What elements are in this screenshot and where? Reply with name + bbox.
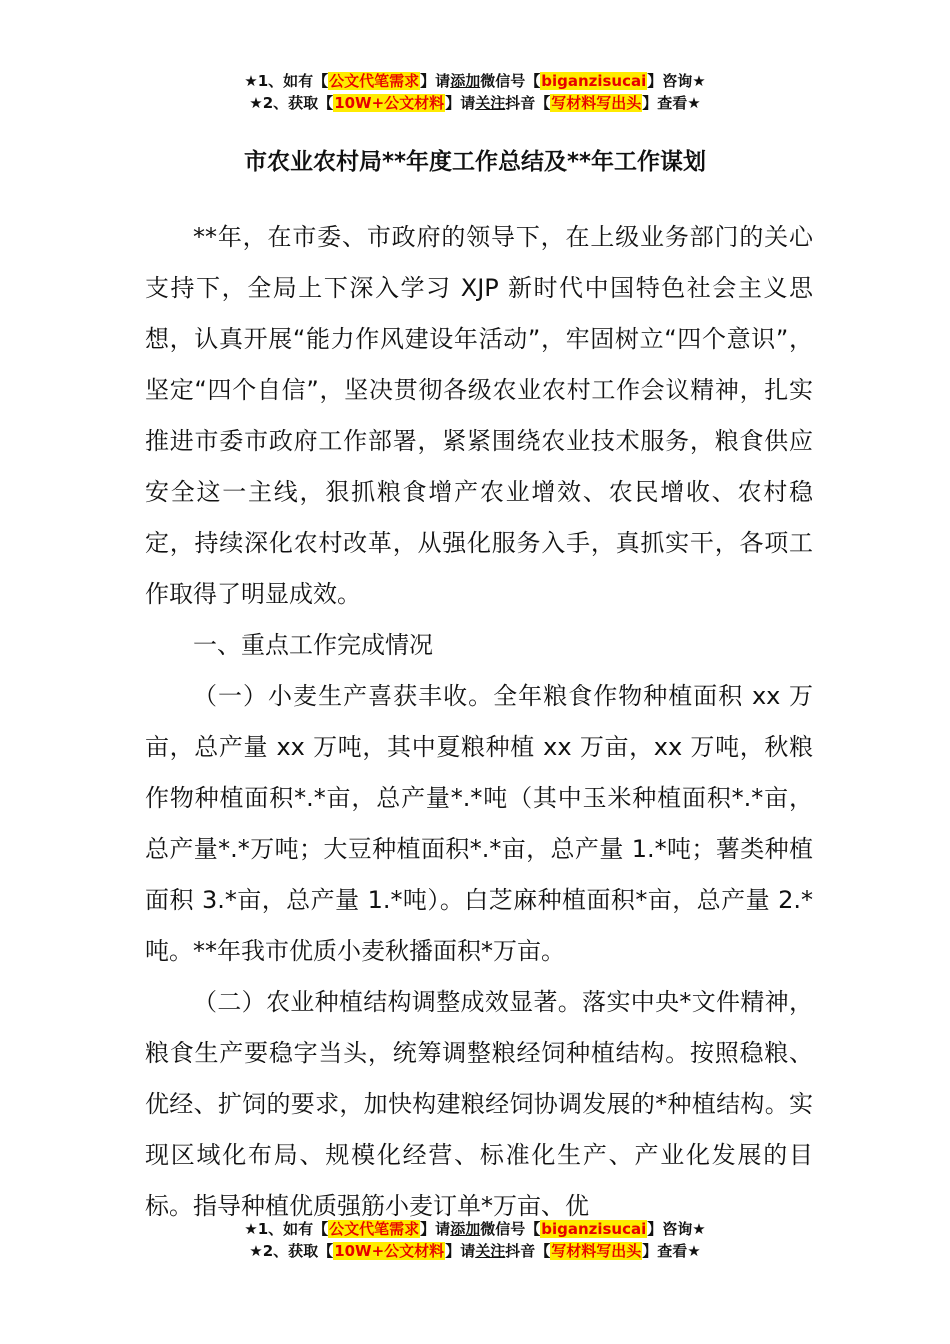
- promo-highlight: 公文代笔需求: [329, 72, 420, 90]
- promo-wechat-id: biganzisucai: [541, 72, 647, 90]
- promo-line-2: ★2、获取【10W+公文材料】请关注抖音【写材料写出头】查看★: [249, 1242, 701, 1260]
- promo-header: [0, 70, 950, 114]
- paragraph-intro: **年，在市委、市政府的领导下，在上级业务部门的关心支持下，全局上下深入学习 XJP 新时代中国特色社会主义思想，认真开展“能力作风建设年活动”，牢固树立“四个意识”，坚定“四个自信”，坚决贯彻各级农业农村工作会议精神，扎实推进市委市政府工作部署，紧紧围绕农业技术服务，粮食供应安全这一主线，狠抓粮食增产农业增效、农民增收、农村稳定，持续深化农村改革，从强化服务入手，真抓实干，各项工作取得了明显成效。: [145, 223, 813, 608]
- section-heading: 一、重点工作完成情况: [193, 631, 433, 659]
- promo-wechat-id: biganzisucai: [541, 1220, 647, 1238]
- promo-footer: [0, 1218, 950, 1262]
- promo-highlight: 10W+公文材料: [334, 1242, 445, 1260]
- paragraph-structure: （二）农业种植结构调整成效显著。落实中央*文件精神，粮食生产要稳字当头，统筹调整粮经饲种植结构。按照稳粮、优经、扩饲的要求，加快构建粮经饲协调发展的*种植结构。实现区域化布局、规模化经营、标准化生产、产业化发展的目标。指导种植优质强筋小麦订单*万亩、优: [145, 988, 813, 1220]
- promo-douyin-id: 写材料写出头: [551, 1242, 642, 1260]
- promo-douyin-id: 写材料写出头: [551, 94, 642, 112]
- document-title: 市农业农村局**年度工作总结及**年工作谋划: [243, 149, 707, 175]
- promo-line-2: ★2、获取【10W+公文材料】请关注抖音【写材料写出头】查看★: [249, 94, 701, 112]
- promo-highlight: 10W+公文材料: [334, 94, 445, 112]
- document-body: [145, 212, 813, 1232]
- promo-line-1: ★1、如有【公文代笔需求】请添加微信号【biganzisucai】咨询★: [244, 1220, 706, 1238]
- paragraph-wheat: （一）小麦生产喜获丰收。全年粮食作物种植面积 xx 万亩，总产量 xx 万吨，其中夏粮种植 xx 万亩，xx 万吨，秋粮作物种植面积*.*亩，总产量*.*吨（其中玉米种植面积*.*亩，总产量*.*万吨；大豆种植面积*.*亩，总产量 1.*吨；薯类种植面积 3.*亩，总产量 1.*吨）。白芝麻种植面积*亩，总产量 2.*吨。**年我市优质小麦秋播面积*万亩。: [145, 682, 813, 965]
- promo-line-1: ★1、如有【公文代笔需求】请添加微信号【biganzisucai】咨询★: [244, 72, 706, 90]
- promo-highlight: 公文代笔需求: [329, 1220, 420, 1238]
